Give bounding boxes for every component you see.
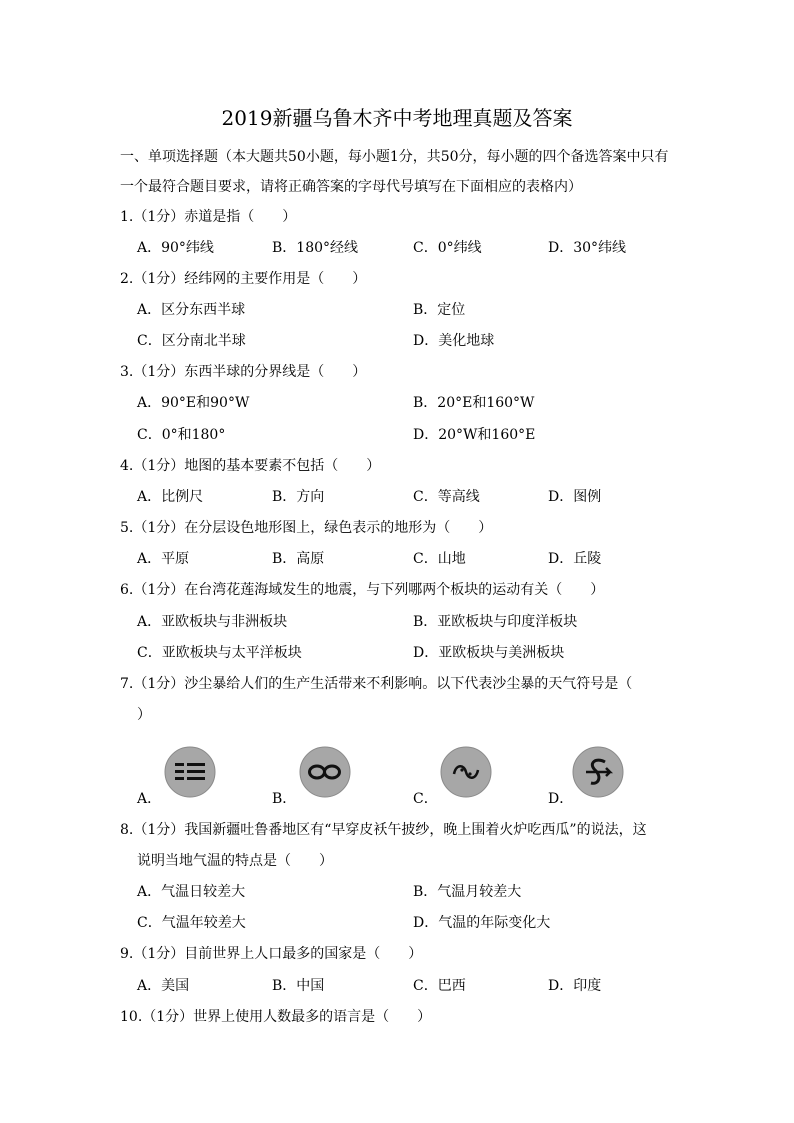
q2-option-a: A．区分东西半球	[137, 302, 246, 318]
q8-option-d: D．气温的年际变化大	[413, 915, 551, 931]
q7-option-c: C．	[413, 791, 438, 807]
q3-option-c: C．0°和180°	[137, 427, 226, 443]
q1-option-a: A．90°纬线	[137, 240, 214, 256]
question-6-stem: 6.（1分）在台湾花莲海域发生的地震，与下列哪两个板块的运动有关（ ）	[120, 582, 605, 598]
q9-option-a: A．美国	[137, 978, 190, 994]
q9-option-d: D．印度	[548, 978, 602, 994]
weather-symbol-haze-icon	[299, 746, 351, 798]
section-header: 一、单项选择题（本大题共50小题，每小题1分，共50分，每小题的四个备选答案中只有一个最符合题目要求，请将正确答案的字母代号填写在下面相应的表格内）	[120, 149, 669, 195]
question-1-stem: 1.（1分）赤道是指（ ）	[120, 209, 297, 225]
page-title: 2019新疆乌鲁木齐中考地理真题及答案	[221, 106, 573, 130]
question-7-stem-line-1: 7.（1分）沙尘暴给人们的生产生活带来不利影响。以下代表沙尘暴的天气符号是（	[120, 676, 633, 692]
q3-option-a: A．90°E和90°W	[137, 395, 250, 411]
q2-option-c: C．区分南北半球	[137, 333, 246, 349]
q6-option-d: D．亚欧板块与美洲板块	[413, 645, 565, 661]
q7-option-b: B．	[272, 791, 297, 807]
q4-option-c: C．等高线	[413, 489, 480, 505]
q4-option-a: A．比例尺	[137, 489, 204, 505]
q5-option-d: D．丘陵	[548, 551, 602, 567]
q3-option-d: D．20°W和160°E	[413, 427, 536, 443]
q3-option-b: B．20°E和160°W	[413, 395, 535, 411]
q6-option-b: B．亚欧板块与印度洋板块	[413, 614, 578, 630]
q8-option-b: B．气温月较差大	[413, 884, 522, 900]
q6-option-a: A．亚欧板块与非洲板块	[137, 614, 288, 630]
q9-option-c: C．巴西	[413, 978, 466, 994]
q1-option-d: D．30°纬线	[548, 240, 627, 256]
q4-option-b: B．方向	[272, 489, 325, 505]
q2-option-d: D．美化地球	[413, 333, 495, 349]
question-8-stem-line-1: 8.（1分）我国新疆吐鲁番地区有“早穿皮袄午披纱，晚上围着火炉吃西瓜”的说法，这	[120, 822, 647, 838]
q8-option-a: A．气温日较差大	[137, 884, 246, 900]
question-2-stem: 2.（1分）经纬网的主要作用是（ ）	[120, 271, 367, 287]
question-10-stem: 10.（1分）世界上使用人数最多的语言是（ ）	[120, 1009, 432, 1025]
question-5-stem: 5.（1分）在分层设色地形图上，绿色表示的地形为（ ）	[120, 520, 493, 536]
q7-option-a: A．	[137, 791, 162, 807]
question-7-stem-line-2: ）	[137, 707, 151, 723]
q1-option-c: C．0°纬线	[413, 240, 482, 256]
question-9-stem: 9.（1分）目前世界上人口最多的国家是（ ）	[120, 946, 423, 962]
q6-option-c: C．亚欧板块与太平洋板块	[137, 645, 302, 661]
weather-symbol-floating-dust-icon	[440, 746, 492, 798]
q5-option-c: C．山地	[413, 551, 466, 567]
q4-option-d: D．图例	[548, 489, 602, 505]
q5-option-b: B．高原	[272, 551, 325, 567]
weather-symbol-sandstorm-icon	[572, 746, 624, 798]
question-4-stem: 4.（1分）地图的基本要素不包括（ ）	[120, 458, 381, 474]
question-3-stem: 3.（1分）东西半球的分界线是（ ）	[120, 364, 367, 380]
q7-option-d: D．	[548, 791, 574, 807]
q5-option-a: A．平原	[137, 551, 190, 567]
question-8-stem-line-2: 说明当地气温的特点是（ ）	[137, 853, 333, 869]
weather-symbol-fog-icon	[164, 746, 216, 798]
q1-option-b: B．180°经线	[272, 240, 359, 256]
q8-option-c: C．气温年较差大	[137, 915, 246, 931]
q2-option-b: B．定位	[413, 302, 466, 318]
q9-option-b: B．中国	[272, 978, 325, 994]
